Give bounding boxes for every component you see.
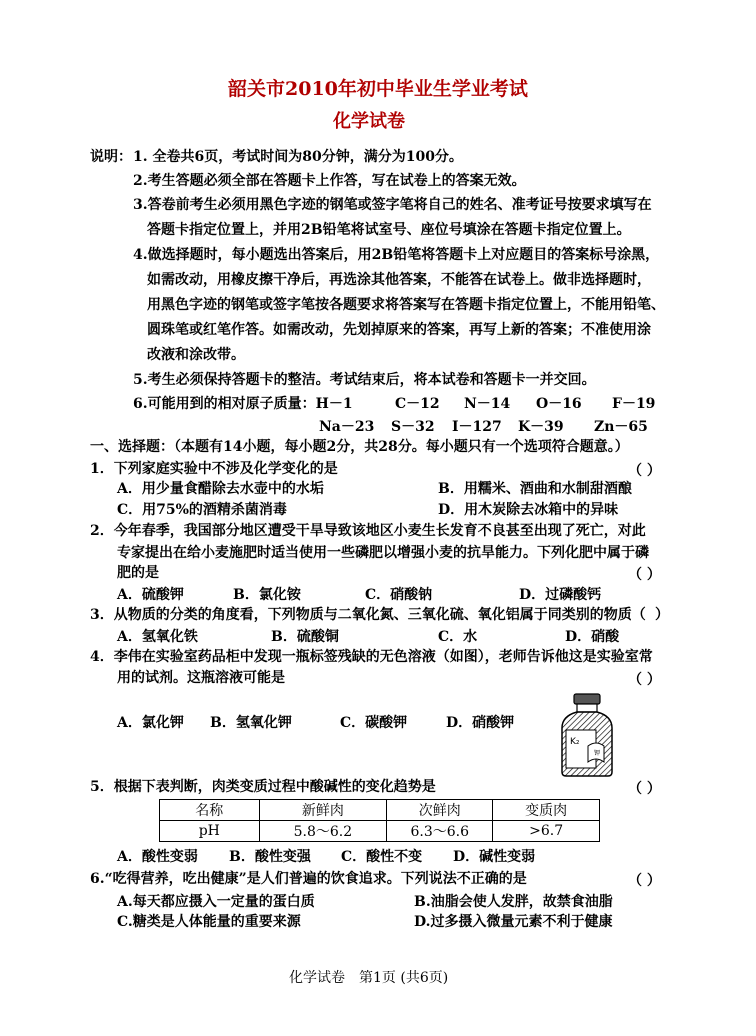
answer-parens: （ ） — [628, 463, 661, 479]
table-header: 变质肉 — [493, 800, 600, 821]
instructions-label: 说明： — [90, 149, 132, 165]
table-header-row — [160, 800, 600, 821]
option-b: B．硫酸铜 — [271, 629, 339, 645]
option-d: D.过多摄入微量元素不利于健康 — [414, 914, 613, 930]
answer-parens-close: ） — [655, 607, 669, 623]
option-d: D．用木炭除去冰箱中的异味 — [438, 502, 619, 518]
mass-s: S－32 — [391, 419, 435, 435]
option-b: B．用糯米、酒曲和水制甜酒酿 — [438, 481, 632, 497]
question-stem: 6.“吃得营养，吃出健康”是人们普遍的饮食追求。下列说法不正确的是 — [90, 871, 527, 887]
option-a: A．用少量食醋除去水壶中的水垢 — [117, 481, 324, 497]
instruction-4-cont-4: 改液和涂改带。 — [147, 347, 245, 363]
question-stem: 1．下列家庭实验中不涉及化学变化的是 — [90, 461, 338, 477]
option-a: A．酸性变弱 — [117, 849, 198, 865]
mass-c: C－12 — [395, 396, 440, 412]
question-stem-cont: 专家提出在给小麦施肥时适当使用一些磷肥以增强小麦的抗旱能力。下列化肥中属于磷 — [117, 545, 649, 561]
section-heading: 一、选择题：（本题有14小题，每小题2分，共28分。每小题只有一个选项符合题意。） — [90, 439, 629, 455]
question-stem: 3．从物质的分类的角度看，下列物质与二氧化氮、三氧化硫、氧化铝属于同类别的物质（ — [90, 607, 646, 623]
instruction-5: 5.考生必须保持答题卡的整洁。考试结束后，将本试卷和答题卡一并交回。 — [133, 372, 596, 388]
exam-title: 韶关市2010年初中毕业生学业考试 — [228, 78, 528, 100]
option-c: C.糖类是人体能量的重要来源 — [117, 914, 301, 930]
instruction-4-cont-1: 如需改动，用橡皮擦干净后，再选涂其他答案，不能答在试卷上。做非选择题时， — [147, 272, 651, 288]
option-a: A．硫酸钾 — [117, 587, 184, 603]
bottle-label-side: 钾 — [594, 750, 601, 757]
option-c: C．碳酸钾 — [340, 715, 408, 731]
question-stem-cont: 用的试剂。这瓶溶液可能是 — [117, 670, 285, 686]
mass-k: K－39 — [518, 419, 564, 435]
question-stem: 4．李伟在实验室药品柜中发现一瓶标签残缺的无色溶液（如图），老师告诉他这是实验室常 — [90, 649, 653, 665]
mass-zn: Zn－65 — [594, 419, 648, 435]
option-a: A．氯化钾 — [117, 715, 184, 731]
mass-i: I－127 — [452, 419, 502, 435]
instruction-1: 1. 全卷共6页，考试时间为80分钟，满分为100分。 — [133, 149, 463, 165]
option-d: D．碱性变弱 — [453, 849, 536, 865]
table-header: 次鲜肉 — [387, 800, 493, 821]
option-b: B．氯化铵 — [233, 587, 301, 603]
ph-table — [159, 799, 600, 842]
table-cell: 6.3～6.6 — [387, 821, 493, 842]
table-row — [160, 821, 600, 842]
instruction-3: 3.答卷前考生必须用黑色字迹的钢笔或签字笔将自己的姓名、准考证号按要求填写在 — [133, 197, 652, 213]
answer-parens: （ ） — [628, 781, 661, 797]
instruction-2: 2.考生答题必须全部在答题卡上作答，写在试卷上的答案无效。 — [133, 173, 526, 189]
table-cell: 5.8～6.2 — [259, 821, 387, 842]
instruction-4-cont-3: 圆珠笔或红笔作答。如需改动，先划掉原来的答案，再写上新的答案；不准使用涂 — [147, 322, 651, 338]
table-header: 名称 — [160, 800, 260, 821]
option-c: C．水 — [438, 629, 478, 645]
paper-subtitle: 化学试卷 — [333, 111, 405, 132]
answer-parens: （ ） — [628, 672, 661, 688]
instruction-4-cont-2: 用黑色字迹的钢笔或签字笔按各题要求将答案写在答题卡指定位置上，不能用铅笔、 — [147, 297, 665, 313]
table-header: 新鲜肉 — [259, 800, 387, 821]
option-c: C．酸性不变 — [341, 849, 423, 865]
mass-o: O－16 — [536, 396, 582, 412]
option-c: C．用75%的酒精杀菌消毒 — [117, 502, 287, 518]
instruction-4: 4.做选择题时，每小题选出答案后，用2B铅笔将答题卡上对应题目的答案标号涂黑， — [133, 247, 660, 263]
option-b: B．氢氧化钾 — [210, 715, 292, 731]
answer-parens: （ ） — [628, 567, 661, 583]
instruction-3-cont: 答题卡指定位置上，并用2B铅笔将试室号、座位号填涂在答题卡指定位置上。 — [147, 222, 631, 238]
option-c: C．硝酸钠 — [365, 587, 433, 603]
option-b: B.油脂会使人发胖，故禁食油脂 — [414, 894, 613, 910]
mass-f: F－19 — [612, 396, 656, 412]
option-d: D．过磷酸钙 — [519, 587, 602, 603]
table-cell: pH — [160, 821, 260, 842]
bottle-label-formula: K₂ — [570, 737, 580, 747]
question-stem-cont: 肥的是 — [117, 565, 159, 581]
option-d: D．硝酸 — [565, 629, 620, 645]
instruction-6: 6.可能用到的相对原子质量：H－1 — [133, 396, 353, 412]
reagent-bottle-image — [558, 692, 616, 778]
option-d: D．硝酸钾 — [446, 715, 515, 731]
question-stem: 2．今年春季，我国部分地区遭受干旱导致该地区小麦生长发育不良甚至出现了死亡，对此 — [90, 523, 646, 539]
page-footer: 化学试卷 第1页 (共6页) — [289, 970, 449, 986]
option-a: A.每天都应摄入一定量的蛋白质 — [117, 894, 315, 910]
mass-n: N－14 — [464, 396, 511, 412]
option-b: B．酸性变强 — [229, 849, 311, 865]
option-a: A．氢氧化铁 — [117, 629, 198, 645]
table-cell: >6.7 — [493, 821, 600, 842]
mass-na: Na－23 — [319, 419, 375, 435]
answer-parens: （ ） — [628, 873, 661, 889]
question-stem: 5．根据下表判断，肉类变质过程中酸碱性的变化趋势是 — [90, 779, 436, 795]
